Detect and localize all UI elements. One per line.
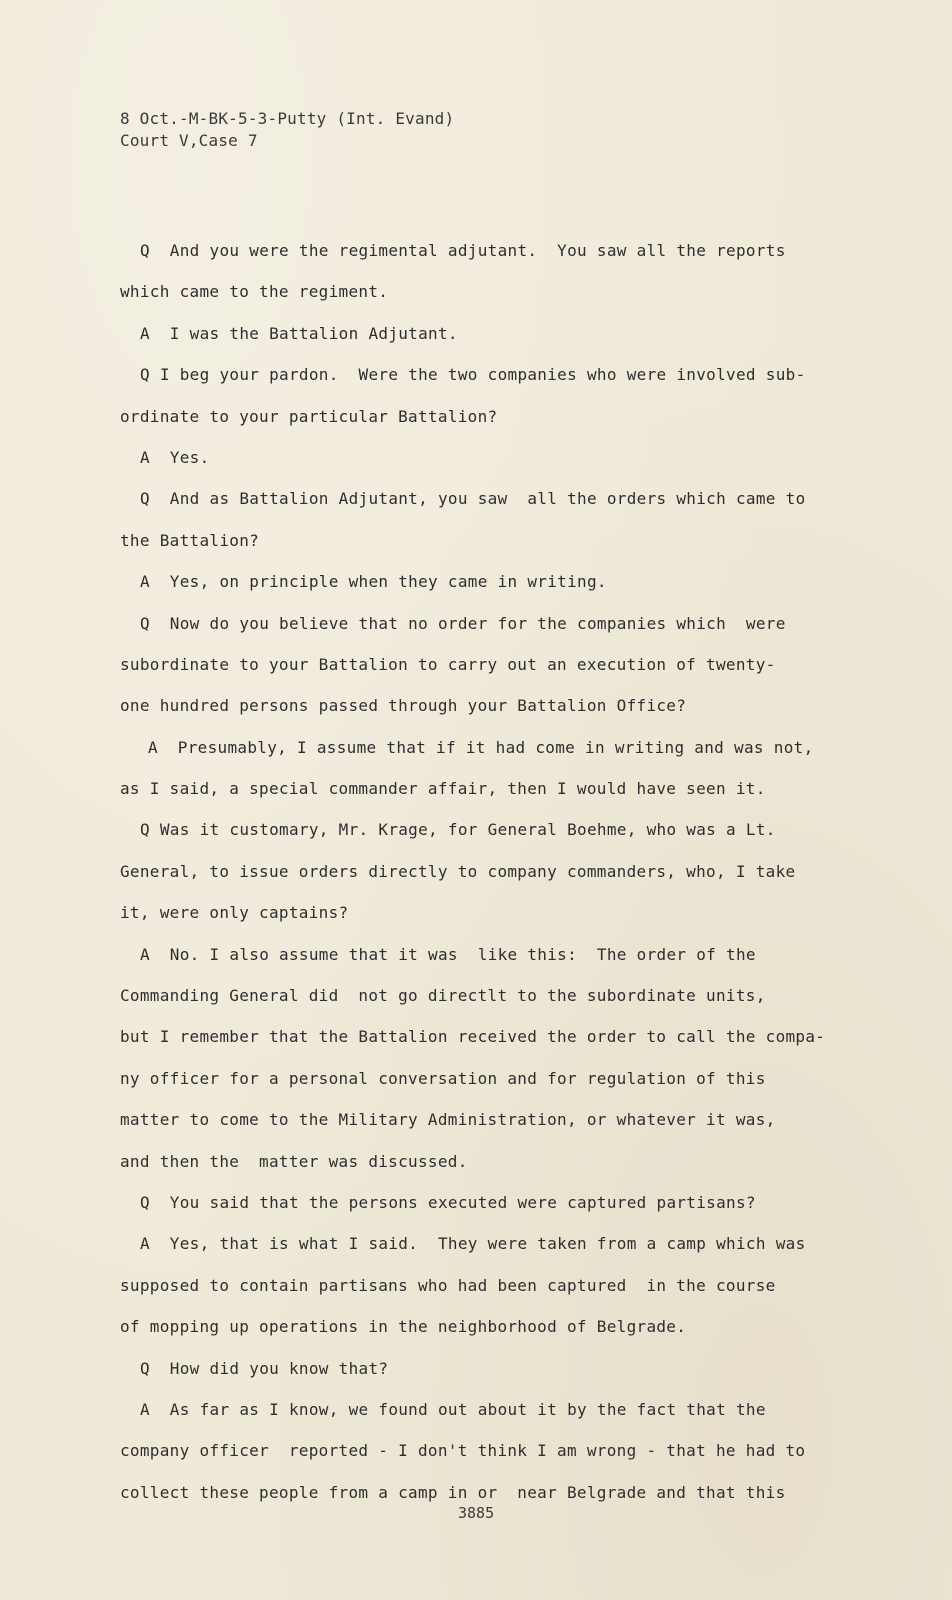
transcript-line-14: as I said, a special commander affair, then I would have seen it. — [120, 779, 766, 799]
transcript-line-1: Q And you were the regimental adjutant. You saw all the reports — [140, 241, 786, 260]
transcript-line-12: one hundred persons passed through your Battalion Office? — [120, 696, 687, 716]
transcript-line-27: of mopping up operations in the neighborhood of Belgrade. — [120, 1317, 687, 1337]
transcript-line-3: A I was the Battalion Adjutant. — [140, 323, 458, 343]
transcript-line-31: collect these people from a camp in or near Belgrade and that this — [120, 1482, 786, 1502]
transcript-line-25: A Yes, that is what I said. They were taken from a camp which was — [140, 1234, 806, 1254]
transcript-line-13: A Presumably, I assume that if it had come in writing and was not, — [148, 737, 814, 757]
transcript-line-9: A Yes, on principle when they came in writing. — [140, 572, 607, 592]
transcript-line-15: Q Was it customary, Mr. Krage, for General Boehme, who was a Lt. — [140, 820, 776, 840]
transcript-line-17: it, were only captains? — [120, 903, 349, 923]
transcript-line-29: A As far as I know, we found out about it by the fact that the — [140, 1399, 766, 1419]
header-reference-line: 8 Oct.-M-BK-5-3-Putty (Int. Evand) — [120, 109, 455, 128]
transcript-body — [120, 230, 840, 1513]
transcript-line-18: A No. I also assume that it was like this: The order of the — [140, 944, 756, 964]
transcript-line-8: the Battalion? — [120, 530, 260, 550]
transcript-line-5: ordinate to your particular Battalion? — [120, 406, 498, 426]
transcript-line-2: which came to the regiment. — [120, 282, 389, 302]
document-header — [120, 108, 454, 152]
transcript-line-11: subordinate to your Battalion to carry out an execution of twenty- — [120, 654, 776, 674]
transcript-line-22: matter to come to the Military Administration, or whatever it was, — [120, 1110, 776, 1130]
transcript-line-19: Commanding General did not go directlt to the subordinate units, — [120, 986, 766, 1006]
page-number: 3885 — [458, 1504, 495, 1522]
transcript-line-26: supposed to contain partisans who had been captured in the course — [120, 1275, 776, 1295]
header-court-case-line: Court V,Case 7 — [120, 131, 258, 150]
transcript-line-10: Q Now do you believe that no order for the companies which were — [140, 613, 786, 633]
transcript-line-23: and then the matter was discussed. — [120, 1151, 468, 1171]
transcript-line-6: A Yes. — [140, 447, 210, 467]
transcript-line-28: Q How did you know that? — [140, 1358, 389, 1378]
transcript-line-20: but I remember that the Battalion received the order to call the compa- — [120, 1027, 826, 1047]
transcript-line-30: company officer reported - I don't think I am wrong - that he had to — [120, 1441, 806, 1461]
transcript-line-21: ny officer for a personal conversation and for regulation of this — [120, 1068, 766, 1088]
transcript-line-4: Q I beg your pardon. Were the two companies who were involved sub- — [140, 365, 806, 385]
transcript-line-24: Q You said that the persons executed were captured partisans? — [140, 1192, 756, 1212]
transcript-line-7: Q And as Battalion Adjutant, you saw all the orders which came to — [140, 489, 806, 509]
transcript-line-16: General, to issue orders directly to company commanders, who, I take — [120, 861, 796, 881]
